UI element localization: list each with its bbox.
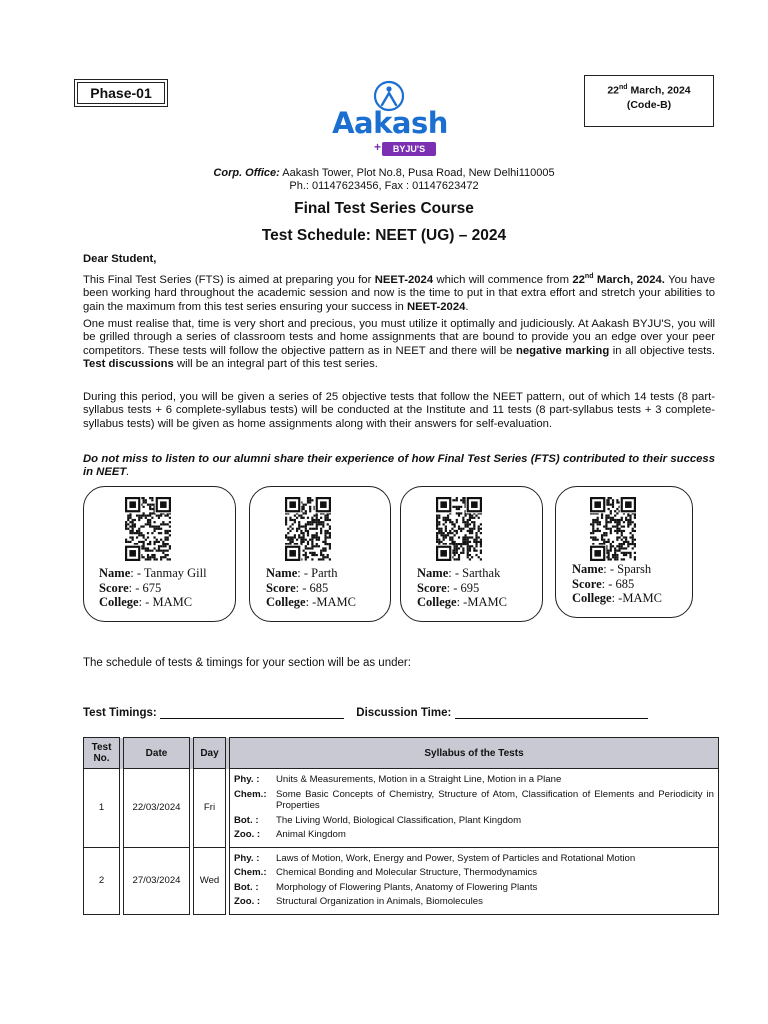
syllabus-subject <box>234 896 714 908</box>
syllabus-subject <box>234 815 714 827</box>
subject-topics: Structural Organization in Animals, Biomolecules <box>276 896 483 907</box>
subject-label: Zoo. : <box>234 896 261 907</box>
test-date: 22nd March, 2024 <box>607 84 691 97</box>
alumni-card-3[interactable] <box>400 486 543 622</box>
subject-label: Zoo. : <box>234 829 261 840</box>
byjus-tag: BYJU'S <box>382 142 436 156</box>
test-no-cell: 1 <box>84 769 120 848</box>
paper-code: (Code-B) <box>626 98 672 111</box>
day-cell: Wed <box>194 847 226 914</box>
phase-box <box>74 79 168 107</box>
logo-plus: + <box>374 140 382 154</box>
header-syllabus: Syllabus of the Tests <box>230 738 719 769</box>
corp-office: Corp. Office: Aakash Tower, Plot No.8, Pusa Road, New Delhi110005 Ph.: 01147623456, Fax : 01147623472 <box>213 167 555 192</box>
syllabus-subject <box>234 882 714 894</box>
subject-label: Phy. : <box>234 774 260 785</box>
alumni-details: Name: - Tanmay Gill Score: - 675 College: - MAMC <box>99 566 207 609</box>
alumni-details: Name: - Sarthak Score: - 695 College: -MAMC <box>417 566 507 609</box>
table-header-row <box>84 738 719 769</box>
subject-topics: Animal Kingdom <box>276 829 346 840</box>
alumni-card-4[interactable] <box>555 486 693 618</box>
qr-code-icon[interactable] <box>590 497 636 561</box>
phase-label: Phase-01 <box>77 82 165 104</box>
aakash-logo <box>330 80 450 160</box>
qr-code-icon[interactable] <box>285 497 331 561</box>
schedule-intro: The schedule of tests & timings for your section will be as under: <box>83 657 411 669</box>
syllabus-subject <box>234 774 714 786</box>
qr-code-icon[interactable] <box>436 497 482 561</box>
paragraph-grilled: One must realise that, time is very short and precious, you must utilize it optimally and judiciously. At Aakash BYJU'S, you will be grilled through a series of classroom tests and home assignments that are bound to provide you an edge over your peer competitors. These tests will follow the objective pattern as in NEET and there will be negative marking in all objective tests. Test discussions will be an integral part of this test series. <box>83 318 716 371</box>
date-cell: 27/03/2024 <box>124 847 190 914</box>
header-test-no: Test No. <box>84 738 120 769</box>
paragraph-tests: During this period, you will be given a series of 25 objective tests that follow the NEET pattern, out of which 14 tests (8 part-syllabus tests + 6 complete-syllabus tests) will be conducted at the Institute and 11 tests (8 part-syllabus tests + 3 complete-syllabus tests) will be given as home assignments along with their answers for self-evaluation. <box>83 391 715 430</box>
table-row <box>84 769 719 848</box>
subject-label: Bot. : <box>234 814 259 826</box>
syllabus-subject <box>234 853 714 865</box>
logo-wordmark: Aakash <box>332 106 448 140</box>
alumni-details: Name: - Sparsh Score: - 685 College: -MAMC <box>572 562 662 605</box>
syllabus-subject <box>234 829 714 841</box>
syllabus-subject <box>234 789 714 812</box>
alumni-details: Name: - Parth Score: - 685 College: -MAMC <box>266 566 356 609</box>
date-code-box <box>584 75 714 127</box>
subject-label: Phy. : <box>234 852 260 864</box>
timings-line <box>83 706 648 719</box>
subject-topics: Chemical Bonding and Molecular Structure, Thermodynamics <box>276 867 538 878</box>
test-timings-field[interactable] <box>160 706 344 719</box>
table-row <box>84 847 719 914</box>
salutation: Dear Student, <box>83 253 157 265</box>
alumni-card-1[interactable] <box>83 486 236 622</box>
course-title: Final Test Series Course <box>294 200 474 217</box>
subject-topics: Some Basic Concepts of Chemistry, Structure of Atom, Classification of Elements and Periodicity in Properties <box>276 788 714 811</box>
syllabus-cell <box>230 847 719 914</box>
paragraph-intro: This Final Test Series (FTS) is aimed at preparing you for NEET-2024 which will commence from 22nd March, 2024. You have been working hard throughout the academic session and now is the time to put in that extra effort and stretch your abilities to gain the maximum from this test series ensuring your success in NEET-2024. <box>83 273 715 313</box>
subject-topics: Laws of Motion, Work, Energy and Power, System of Particles and Rotational Motion <box>276 852 636 864</box>
subject-topics: The Living World, Biological Classification, Plant Kingdom <box>276 814 522 826</box>
alumni-card-2[interactable] <box>249 486 391 622</box>
test-no-cell: 2 <box>84 847 120 914</box>
header-day: Day <box>194 738 226 769</box>
subject-topics: Morphology of Flowering Plants, Anatomy of Flowering Plants <box>276 881 538 893</box>
syllabus-subject <box>234 867 714 879</box>
header-date: Date <box>124 738 190 769</box>
schedule-title: Test Schedule: NEET (UG) – 2024 <box>261 227 507 244</box>
test-timings-label: Test Timings: <box>83 707 160 719</box>
day-cell: Fri <box>194 769 226 848</box>
subject-topics: Units & Measurements, Motion in a Straight Line, Motion in a Plane <box>276 774 562 785</box>
test-schedule-table <box>83 737 719 915</box>
date-cell: 22/03/2024 <box>124 769 190 848</box>
subject-label: Chem.: <box>234 867 267 878</box>
discussion-time-label: Discussion Time: <box>356 707 455 719</box>
qr-code-icon[interactable] <box>125 497 171 561</box>
discussion-time-field[interactable] <box>455 706 648 719</box>
subject-label: Chem.: <box>234 788 267 800</box>
syllabus-cell <box>230 769 719 848</box>
alumni-callout: Do not miss to listen to our alumni share their experience of how Final Test Series (FTS) contributed to their success in NEET. <box>83 453 715 479</box>
subject-label: Bot. : <box>234 881 259 893</box>
